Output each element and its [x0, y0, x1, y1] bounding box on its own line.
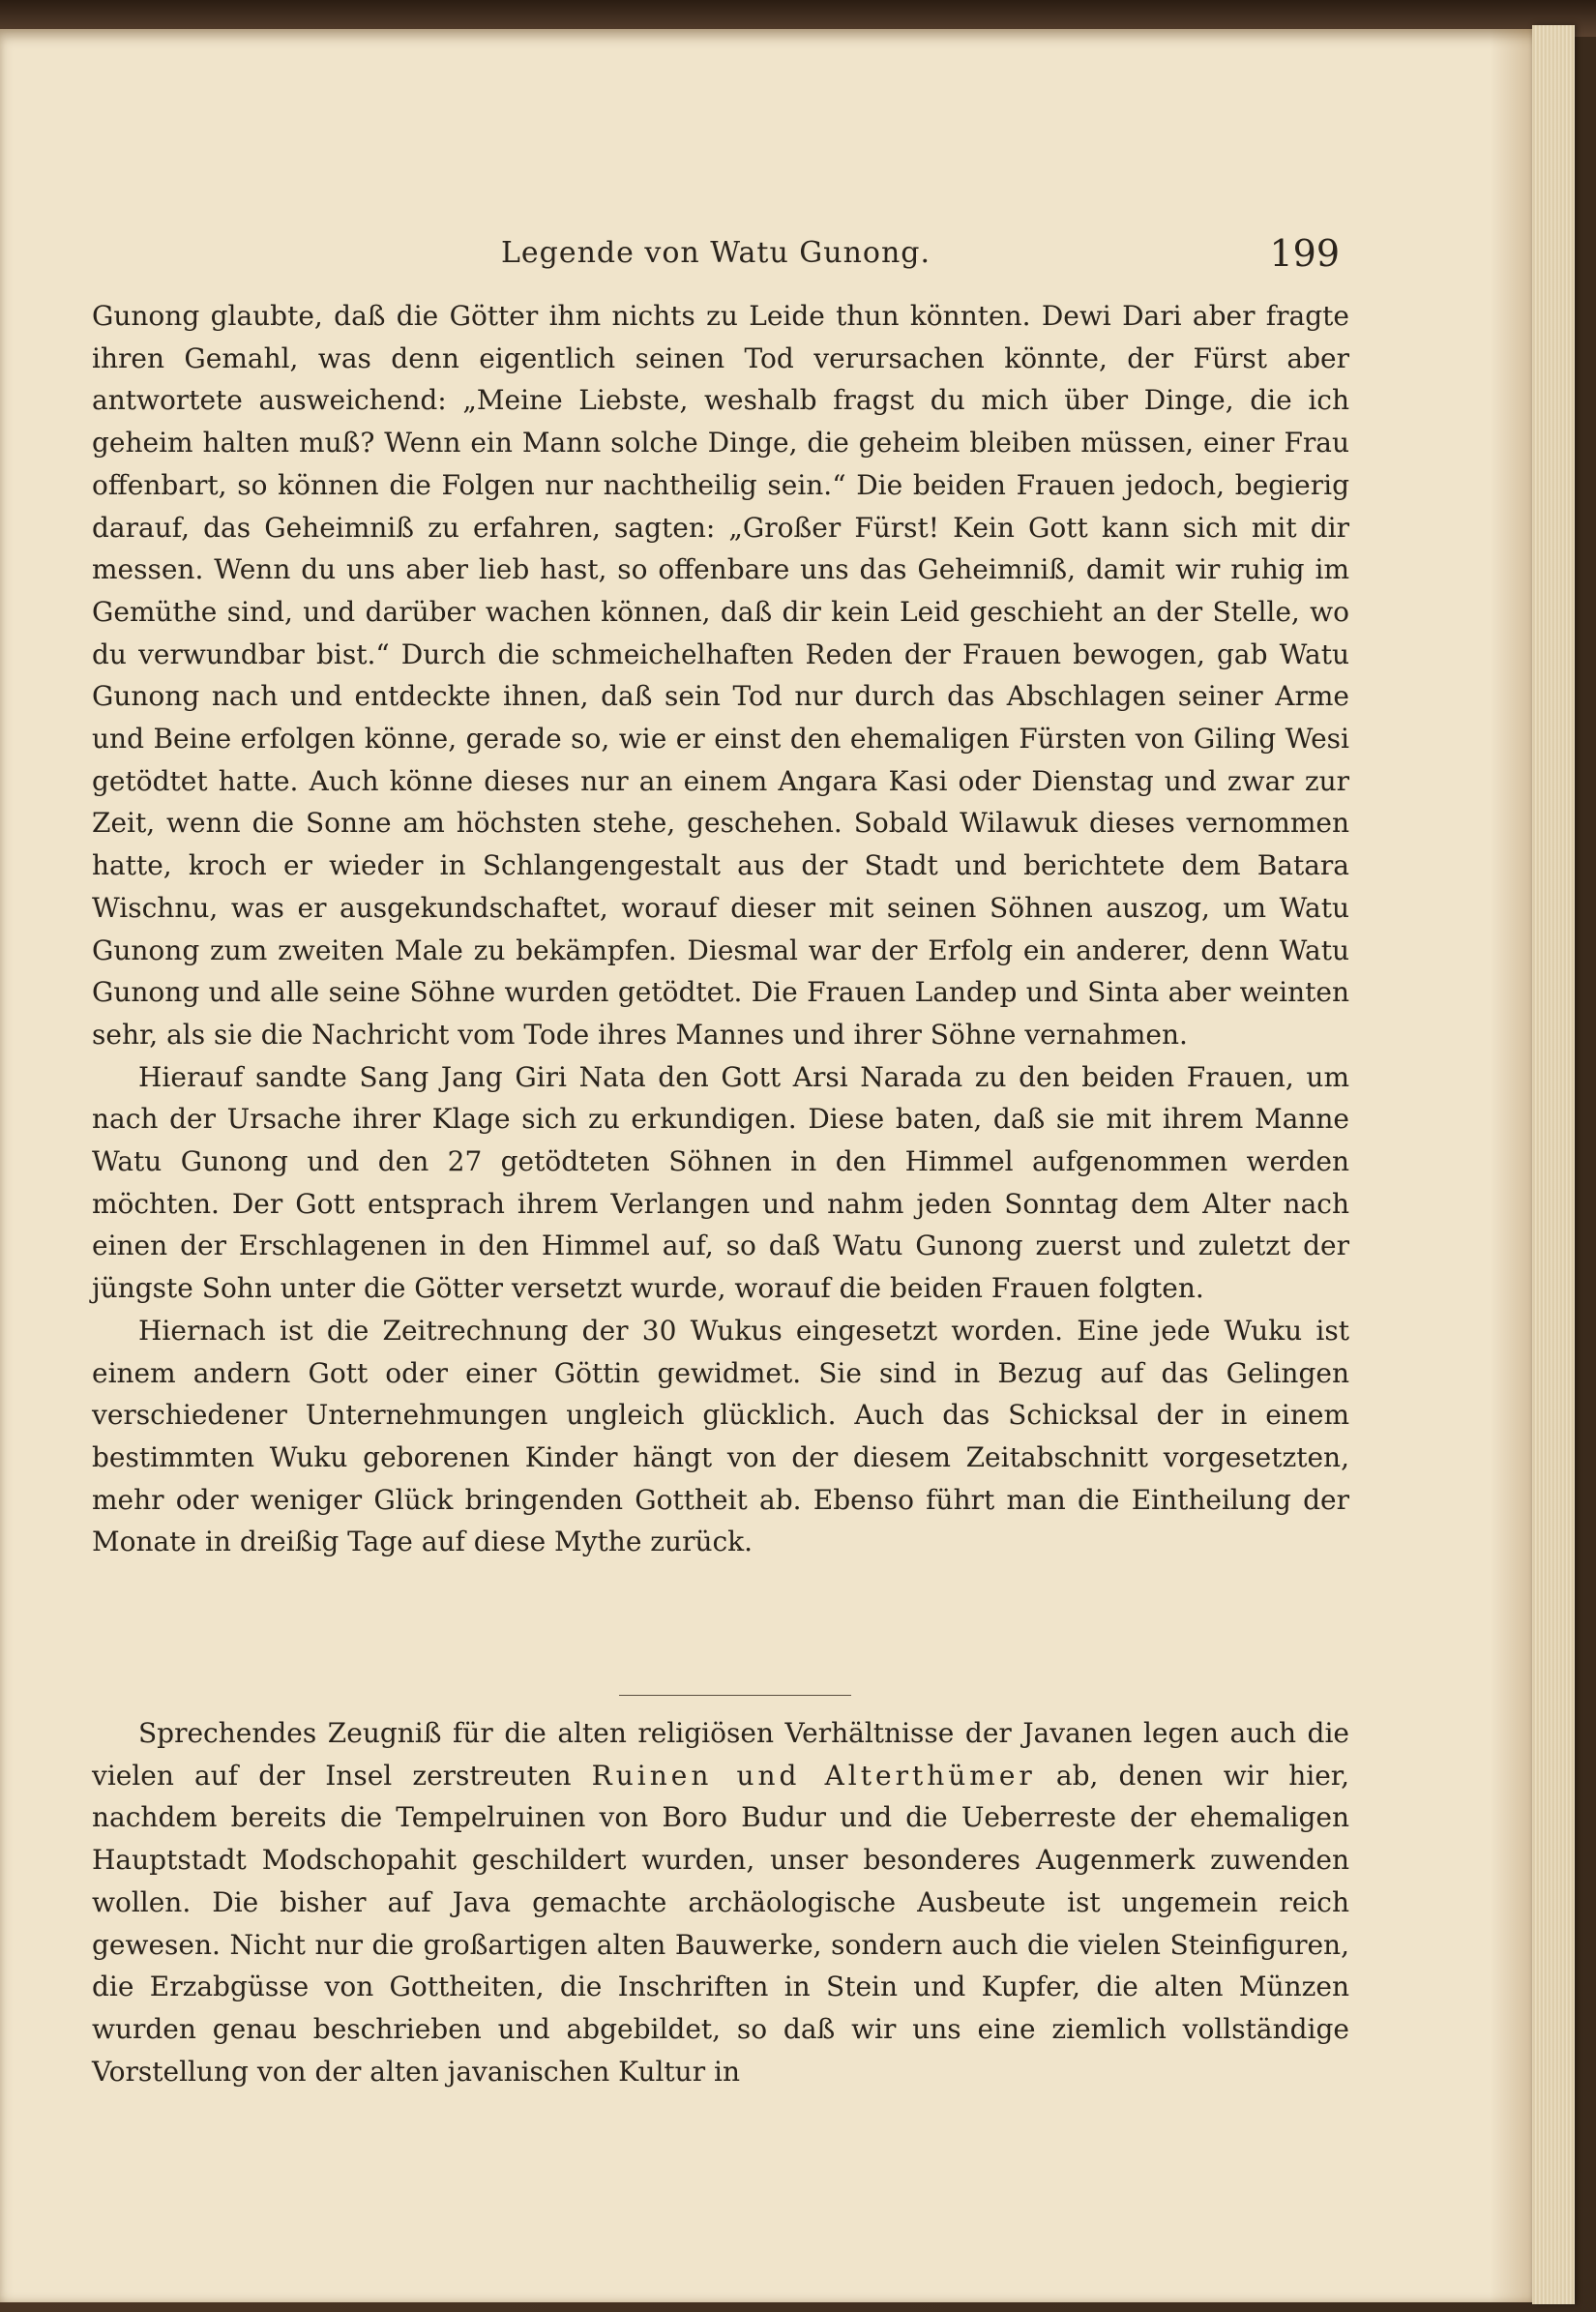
paragraph: Hiernach ist die Zeitrechnung der 30 Wukus eingesetzt worden. Eine jede Wuku ist einem andern Gott oder einer Göttin gewidmet. Sie sind in Bezug auf das Gelingen verschiedener Unternehmungen ungleich glücklich. Auch das Schicksal der in einem bestimmten Wuku geborenen Kinder hängt von der diesem Zeitabschnitt vorgesetzten, mehr oder weniger Glück bringenden Gottheit ab. Ebenso führt man die Eintheilung der Monate in dreißig Tage auf diese Mythe zurück. [92, 1314, 1349, 1558]
paragraph: Hierauf sandte Sang Jang Giri Nata den Gott Arsi Narada zu den beiden Frauen, um nach der Ursache ihrer Klage sich zu erkundigen. Diese baten, daß sie mit ihrem Manne Watu Gunong und den 27 getödteten Söhnen in den Himmel aufgenommen werden möchten. Der Gott entsprach ihrem Verlangen und nahm jeden Sonntag dem Alter nach einen der Erschlagenen in den Himmel auf, so daß Watu Gunong zuerst und zuletzt der jüngste Sohn unter die Götter versetzt wurde, worauf die beiden Frauen folgten. [92, 1060, 1349, 1305]
paragraph-text-end: ab, denen wir hier, nachdem bereits die Tempelruinen von Boro Budur und die Ueberreste der ehemaligen Hauptstadt Modschopahit geschildert wurden, unser besonderes Augenmerk zuwenden wollen. Die bisher auf Java gemachte archäologische Ausbeute ist ungemein reich gewesen. Nicht nur die großartigen alten Bauwerke, sondern auch die vielen Steinfiguren, die Erzabgüsse von Gottheiten, die Inschriften in Stein und Kupfer, die alten Münzen wurden genau beschrieben und abgebildet, so daß wir uns eine ziemlich vollständige Vorstellung von der alten javanischen Kultur in [92, 1759, 1349, 2088]
running-title: Legende von Watu Gunong. [500, 236, 931, 270]
page-stack-edge [1532, 25, 1575, 2304]
page-number: 199 [1269, 232, 1340, 275]
running-head [92, 232, 1340, 277]
section-separator [619, 1695, 851, 1696]
paragraph-text-start: Sprechendes Zeugniß für die alten religiösen Verhältnisse der Javanen legen auch die vielen auf der Insel zerstreuten [92, 1717, 1349, 1792]
text-section-ruins [92, 1712, 1349, 2092]
paragraph [92, 1712, 1349, 2092]
emphasized-phrase: Ruinen und Alterthümer [591, 1759, 1036, 1792]
paragraph: Gunong glaubte, daß die Götter ihm nichts zu Leide thun könnten. Dewi Dari aber fragte ihren Gemahl, was denn eigentlich seinen Tod verursachen könnte, der Fürst aber antwortete ausweichend: „Meine Liebste, weshalb fragst du mich über Dinge, die ich geheim halten muß? Wenn ein Mann solche Dinge, die geheim bleiben müssen, einer Frau offenbart, so können die Folgen nur nachtheilig sein.“ Die beiden Frauen jedoch, begierig darauf, das Geheimniß zu erfahren, sagten: „Großer Fürst! Kein Gott kann sich mit dir messen. Wenn du uns aber lieb hast, so offenbare uns das Geheimniß, damit wir ruhig im Gemüthe sind, und darüber wachen können, daß dir kein Leid geschieht an der Stelle, wo du verwundbar bist.“ Durch die schmeichelhaften Reden der Frauen bewogen, gab Watu Gunong nach und entdeckte ihnen, daß sein Tod nur durch das Abschlagen seiner Arme und Beine erfolgen könne, gerade so, wie er einst den ehemaligen Fürsten von Giling Wesi getödtet hatte. Auch könne dieses nur an einem Angara Kasi oder Dienstag und zwar zur Zeit, wenn die Sonne am höchsten stehe, geschehen. Sobald Wilawuk dieses vernommen hatte, kroch er wieder in Schlangengestalt aus der Stadt und berichtete dem Batara Wischnu, was er ausgekundschaftet, worauf dieser mit seinen Söhnen auszog, um Watu Gunong zum zweiten Male zu bekämpfen. Diesmal war der Erfolg ein anderer, denn Watu Gunong und alle seine Söhne wurden getödtet. Die Frauen Landep und Sinta aber weinten sehr, als sie die Nachricht vom Tode ihres Mannes und ihrer Söhne vernahmen. [92, 300, 1349, 1051]
text-section-legend [92, 295, 1349, 1563]
page-shadow [1490, 29, 1538, 2302]
